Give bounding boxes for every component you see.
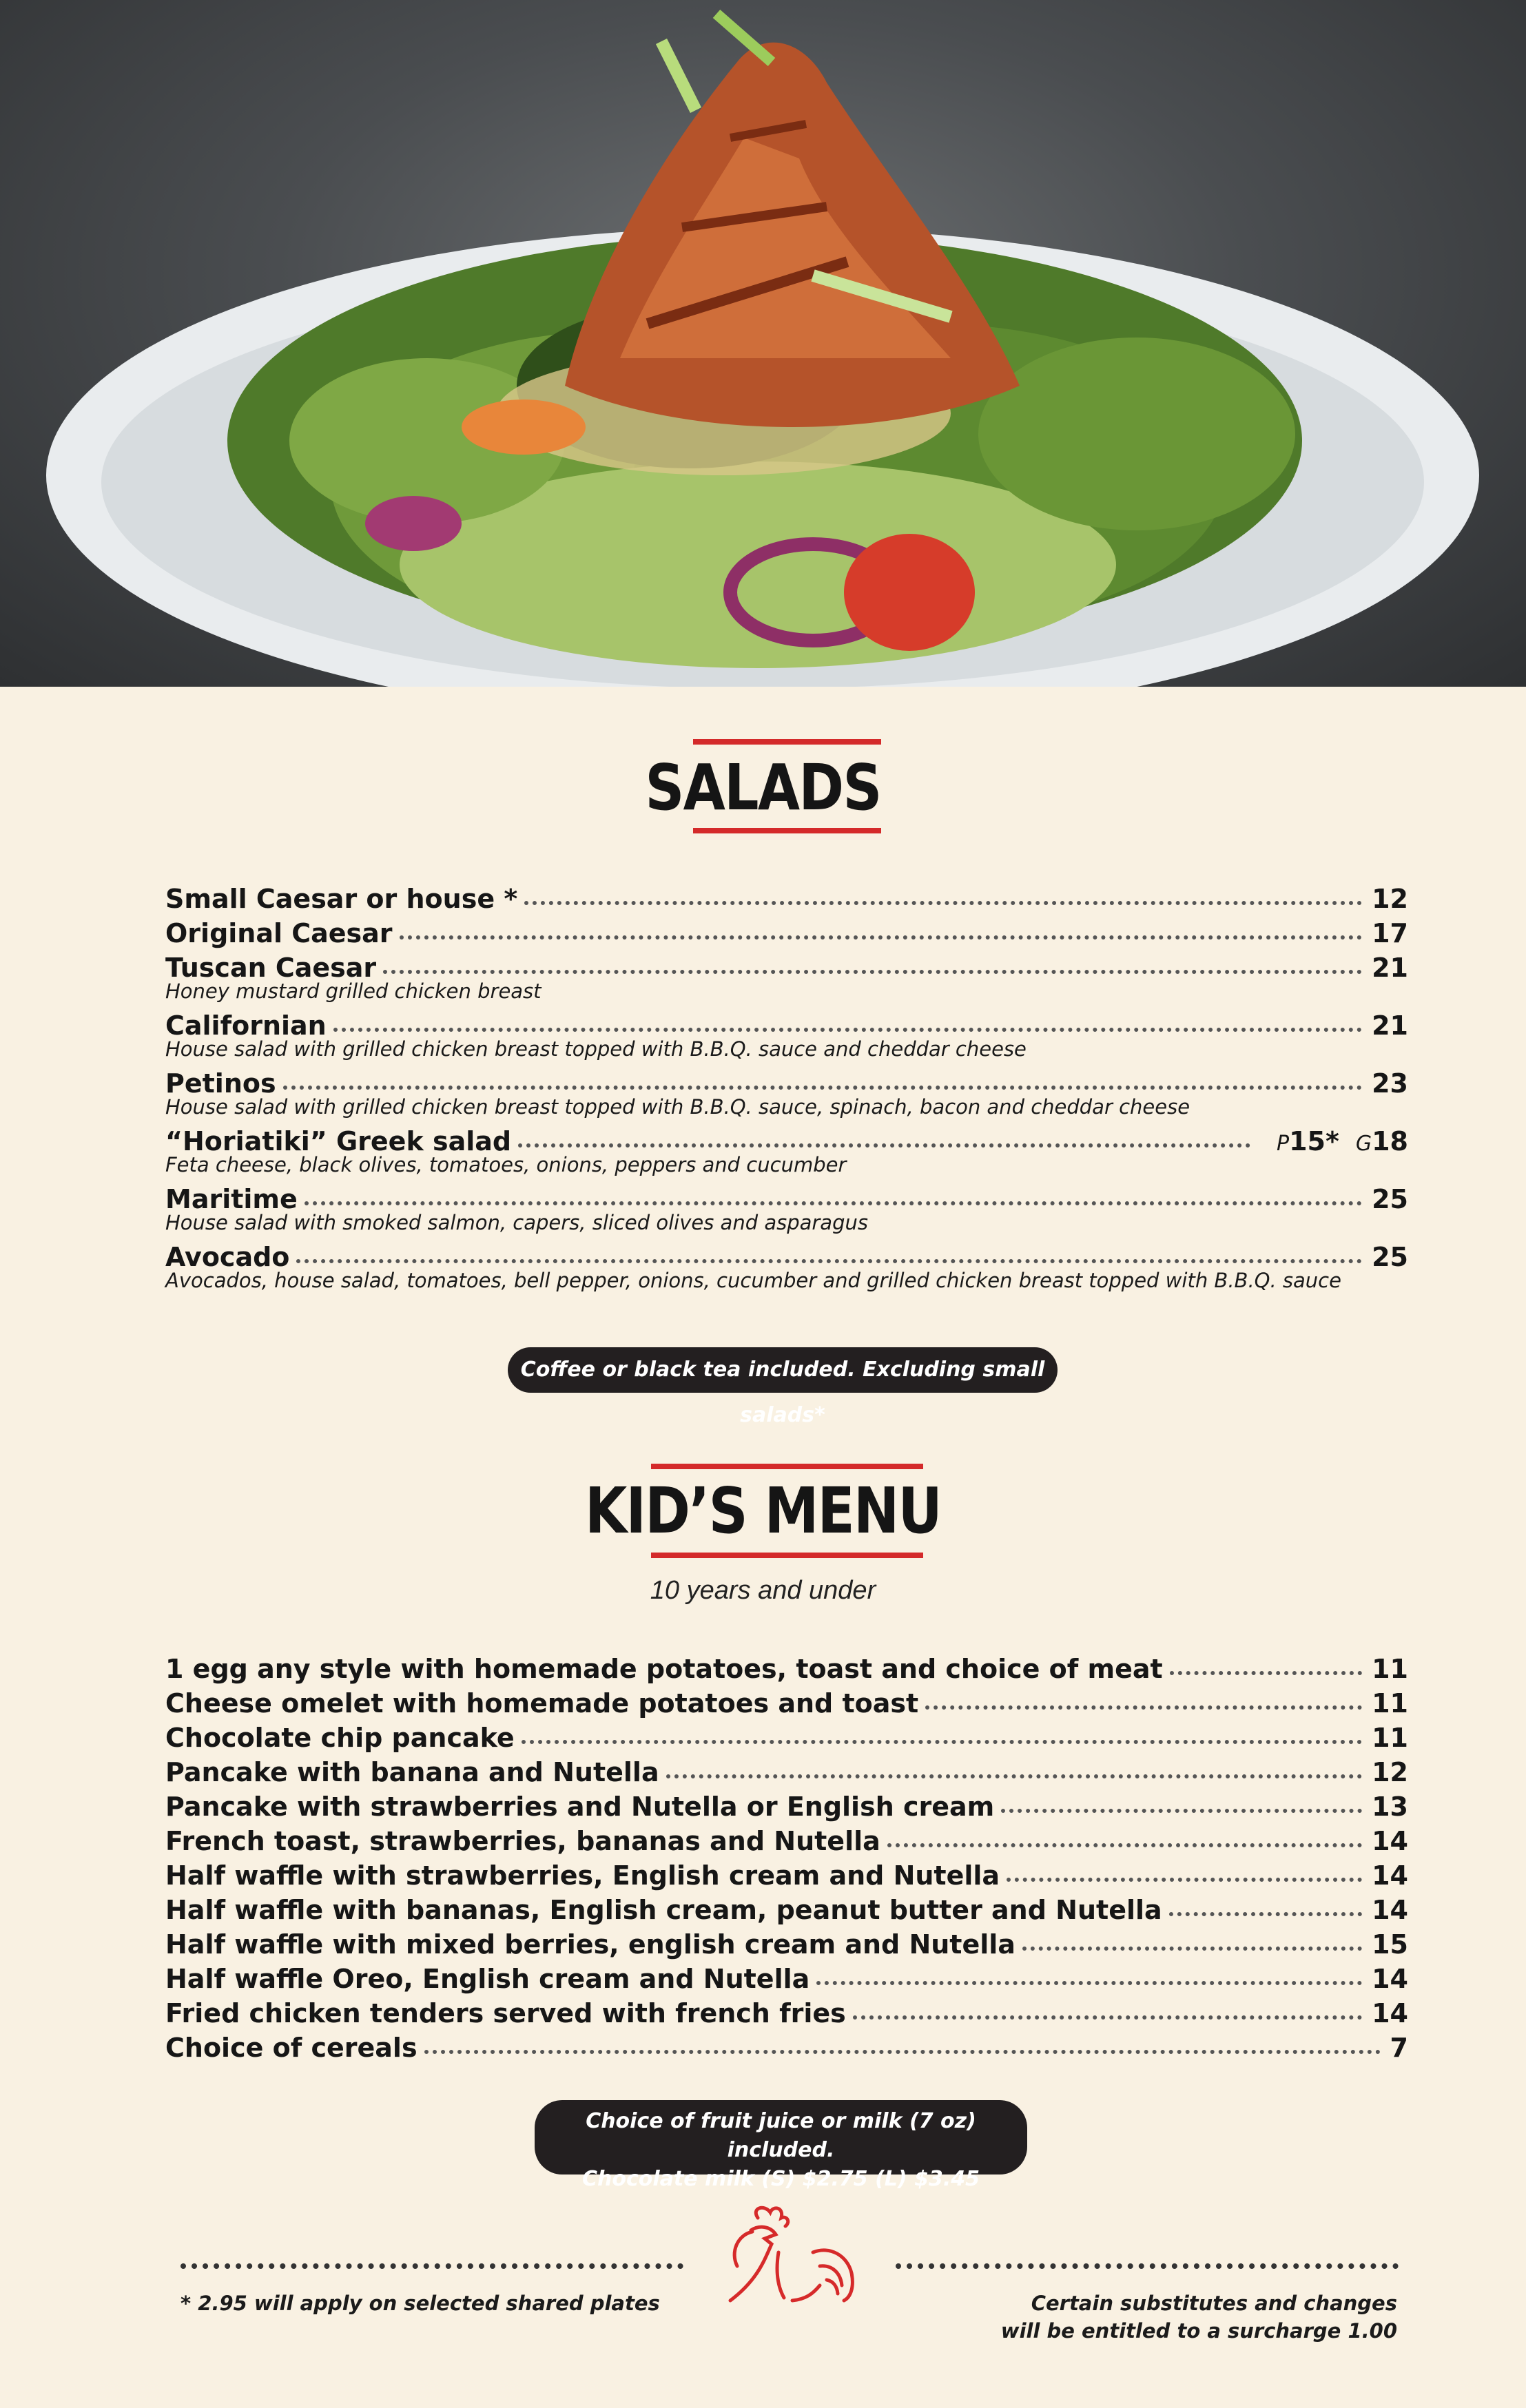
salad-row	[165, 1236, 1408, 1270]
salad-price: 21	[1372, 1010, 1408, 1041]
kids-item-price: 11	[1372, 1688, 1408, 1719]
footer-right-line2: will be entitled to a surcharge 1.00	[1000, 2319, 1397, 2343]
salads-note-pill	[508, 1347, 1058, 1427]
kids-note-line2: Chocolate milk (S) $2.75 (L) $3.45	[582, 2167, 980, 2191]
salad-description: Honey mustard grilled chicken breast	[165, 979, 542, 1003]
dot-leader	[1170, 1645, 1362, 1675]
dot-leader	[333, 1001, 1362, 1032]
dot-leader	[383, 944, 1362, 974]
salads-title: SALADS	[645, 751, 881, 824]
salad-price: 25	[1372, 1242, 1408, 1272]
salad-row	[165, 1178, 1408, 1212]
salad-name: Small Caesar or house *	[165, 884, 518, 914]
salad-price: 21	[1372, 953, 1408, 983]
dot-leader	[816, 1955, 1362, 1985]
dot-leader	[1007, 1851, 1362, 1882]
salad-description: Feta cheese, black olives, tomatoes, onions, peppers and cucumber	[165, 1153, 847, 1176]
kids-subtitle: 10 years and under	[650, 1576, 876, 1605]
salad-item	[165, 1120, 1408, 1178]
kids-row	[165, 1854, 1408, 1889]
kids-row	[165, 1682, 1408, 1719]
salad-row	[165, 1004, 1408, 1039]
dot-leader	[283, 1059, 1363, 1090]
salad-item	[165, 1178, 1408, 1236]
kids-row	[165, 1648, 1408, 1682]
salad-name: Tuscan Caesar	[165, 953, 377, 983]
kids-item-name: Half waffle with mixed berries, english cream and Nutella	[165, 1929, 1015, 1960]
price-g: 18	[1372, 1126, 1408, 1156]
salad-price: 17	[1372, 918, 1408, 948]
salad-row	[165, 878, 1408, 912]
kids-list	[165, 1648, 1408, 2061]
kids-item-price: 15	[1372, 1929, 1408, 1960]
kids-item-price: 7	[1390, 2033, 1408, 2063]
salad-row	[165, 912, 1408, 946]
dot-leader	[524, 875, 1362, 905]
kids-item-price: 12	[1372, 1757, 1408, 1787]
kids-item-name: 1 egg any style with homemade potatoes, toast and choice of meat	[165, 1654, 1163, 1684]
kids-item-name: Chocolate chip pancake	[165, 1723, 515, 1753]
salad-description: Avocados, house salad, tomatoes, bell pepper, onions, cucumber and grilled chicken breast topped with B.B.Q. sauce	[165, 1269, 1341, 1292]
kids-item-name: Fried chicken tenders served with french fries	[165, 1998, 846, 2028]
dot-leader	[518, 1117, 1250, 1148]
dot-leader	[1169, 1886, 1362, 1916]
kids-row	[165, 1751, 1408, 1785]
kids-item-price: 13	[1372, 1792, 1408, 1822]
salad-item	[165, 878, 1408, 912]
kids-item-price: 11	[1372, 1654, 1408, 1684]
dot-leader	[400, 909, 1363, 940]
kids-item-name: Cheese omelet with homemade potatoes and toast	[165, 1688, 919, 1719]
salads-rule-bottom	[693, 828, 881, 833]
kids-item-name: Half waffle with bananas, English cream, peanut butter and Nutella	[165, 1895, 1162, 1925]
salad-price: 25	[1372, 1184, 1408, 1214]
footer-divider-left	[181, 2263, 683, 2269]
rooster-icon	[710, 2204, 868, 2314]
kids-item-price: 14	[1372, 1826, 1408, 1856]
kids-item-name: Pancake with banana and Nutella	[165, 1757, 659, 1787]
kids-row	[165, 1889, 1408, 1923]
dot-leader	[522, 1714, 1362, 1744]
salad-name: Maritime	[165, 1184, 298, 1214]
kids-item-price: 14	[1372, 1895, 1408, 1925]
footer-divider-right	[896, 2263, 1399, 2269]
dot-leader	[1001, 1783, 1362, 1813]
dot-leader	[296, 1233, 1362, 1263]
dot-leader	[666, 1748, 1363, 1778]
dot-leader	[887, 1817, 1362, 1847]
salad-row	[165, 1120, 1408, 1154]
kids-note-pill	[535, 2100, 1027, 2191]
kids-item-name: Choice of cereals	[165, 2033, 417, 2063]
hero-salad-photo	[0, 0, 1526, 687]
salad-description: House salad with smoked salmon, capers, sliced olives and asparagus	[165, 1211, 868, 1234]
salad-item	[165, 946, 1408, 1004]
price-tag-g: G	[1355, 1132, 1372, 1156]
kids-item-name: Half waffle Oreo, English cream and Nutella	[165, 1964, 810, 1994]
kids-item-price: 11	[1372, 1723, 1408, 1753]
kids-row	[165, 1785, 1408, 1820]
salad-description: House salad with grilled chicken breast topped with B.B.Q. sauce and cheddar cheese	[165, 1037, 1027, 1061]
salads-rule-top	[693, 739, 881, 745]
kids-row	[165, 1992, 1408, 2026]
kids-title: KID’S MENU	[584, 1474, 942, 1548]
salad-name: Original Caesar	[165, 918, 393, 948]
kids-note-line1: Choice of fruit juice or milk (7 oz) included.	[586, 2109, 976, 2162]
salad-name: Avocado	[165, 1242, 290, 1272]
footer-right-note	[1001, 2290, 1397, 2345]
salad-item	[165, 912, 1408, 946]
dot-leader	[305, 1175, 1362, 1205]
dot-leader	[424, 2024, 1381, 2054]
kids-row	[165, 2026, 1408, 2061]
kids-row	[165, 1958, 1408, 1992]
kids-item-price: 14	[1372, 1964, 1408, 1994]
salad-name: Californian	[165, 1010, 327, 1041]
salad-row	[165, 1062, 1408, 1097]
salads-list	[165, 878, 1408, 1294]
salad-name: “Horiatiki” Greek salad	[165, 1126, 512, 1156]
salad-description: House salad with grilled chicken breast topped with B.B.Q. sauce, spinach, bacon and cheddar cheese	[165, 1095, 1190, 1119]
kids-row	[165, 1923, 1408, 1958]
dot-leader	[1022, 1920, 1362, 1951]
kids-row	[165, 1820, 1408, 1854]
salad-item	[165, 1236, 1408, 1294]
price-p: 15*	[1289, 1126, 1339, 1156]
salad-price: 12	[1372, 884, 1408, 914]
salads-note: Coffee or black tea included. Excluding small salads*	[520, 1358, 1045, 1427]
kids-rule-bottom	[651, 1553, 923, 1558]
dot-leader	[853, 1989, 1362, 2020]
footer-left-note: * 2.95 will apply on selected shared plates	[181, 2292, 660, 2315]
salad-price	[1260, 1126, 1408, 1156]
kids-rule-top	[651, 1464, 923, 1469]
salad-item	[165, 1062, 1408, 1120]
kids-item-price: 14	[1372, 1998, 1408, 2028]
kids-item-price: 14	[1372, 1860, 1408, 1891]
kids-row	[165, 1716, 1408, 1751]
kids-item-name: French toast, strawberries, bananas and Nutella	[165, 1826, 880, 1856]
dot-leader	[925, 1679, 1362, 1710]
footer-right-line1: Certain substitutes and changes	[1031, 2292, 1397, 2315]
salad-item	[165, 1004, 1408, 1062]
salad-price: 23	[1372, 1068, 1408, 1099]
kids-item-name: Half waffle with strawberries, English cream and Nutella	[165, 1860, 1000, 1891]
price-tag-p: P	[1277, 1132, 1290, 1156]
salad-name: Petinos	[165, 1068, 276, 1099]
salad-row	[165, 946, 1408, 981]
kids-item-name: Pancake with strawberries and Nutella or English cream	[165, 1792, 995, 1822]
